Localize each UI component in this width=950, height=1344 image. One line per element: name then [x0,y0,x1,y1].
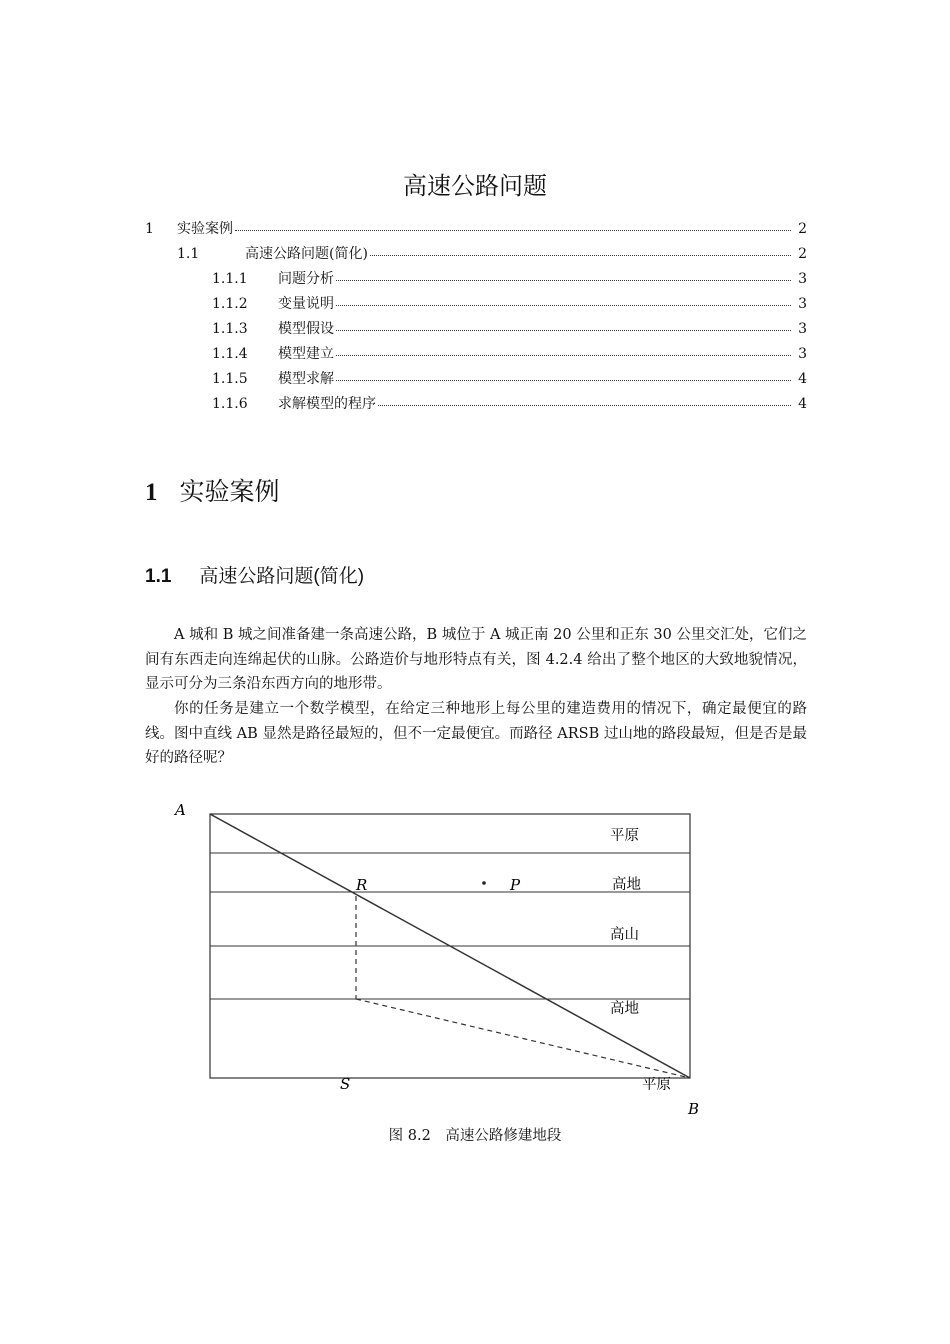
toc-entry[interactable] [212,318,807,338]
band-label: 高山 [610,927,639,943]
toc-page: 3 [798,271,807,287]
band-label: 平原 [642,1077,671,1093]
toc-entry[interactable] [177,243,807,263]
toc-number: 1.1.3 [212,321,248,337]
toc-label: 实验案例 [177,221,233,237]
toc-entry[interactable] [145,218,807,238]
toc-page: 3 [798,321,807,337]
subsection-heading [145,561,364,588]
document-title: 高速公路问题 [403,172,547,200]
paragraph: 你的任务是建立一个数学模型，在给定三种地形上每公里的建造费用的情况下，确定最便宜的路线。图中直线 AB 显然是路径最短的，但不一定最便宜。而路径 ARSB 过山地的路段最短，但是否是最好的路径呢？ [145,701,807,766]
toc-entry[interactable] [212,368,807,388]
band-label: 高地 [612,877,641,893]
route-segment-sb [356,999,690,1078]
subsection-number: 1.1 [145,566,172,587]
band-label: 平原 [610,828,639,844]
toc-number: 1.1.1 [212,271,248,287]
toc-entry[interactable] [212,268,807,288]
toc-page: 2 [798,246,807,262]
toc-entry[interactable] [212,343,807,363]
point-p-marker [482,881,486,885]
toc-number: 1.1 [177,246,200,262]
figure-caption: 图 8.2 高速公路修建地段 [388,1128,562,1144]
toc-leader [336,279,791,281]
toc-number: 1.1.5 [212,371,248,387]
toc-leader [336,304,791,306]
toc-leader [336,379,791,381]
toc-page: 4 [798,371,807,387]
toc-label: 求解模型的程序 [278,396,376,412]
label-s: S [340,1075,351,1093]
label-r: R [356,876,368,894]
toc-leader [235,229,791,231]
toc-number: 1.1.2 [212,296,248,312]
toc-label: 模型求解 [278,371,334,387]
toc-page: 4 [798,396,807,412]
toc-label: 模型建立 [278,346,334,362]
band-label: 高地 [610,1001,639,1017]
subsection-title: 高速公路问题(简化) [199,566,365,587]
toc-entry[interactable] [212,293,807,313]
toc-leader [336,354,791,356]
toc-page: 3 [798,296,807,312]
toc-entry[interactable] [212,393,807,413]
terrain-figure [0,790,950,1120]
toc-number: 1 [145,221,154,237]
toc-number: 1.1.6 [212,396,248,412]
section-title: 实验案例 [179,477,280,506]
toc-label: 高速公路问题(简化) [245,246,368,262]
toc-leader [370,254,791,256]
toc-label: 问题分析 [278,271,334,287]
toc-label: 模型假设 [278,321,334,337]
section-heading [145,472,280,508]
toc-leader [336,329,791,331]
toc-leader [378,404,791,406]
section-number: 1 [145,479,158,506]
label-p: P [510,876,521,894]
toc-label: 变量说明 [278,296,334,312]
label-a: A [175,801,186,819]
toc-page: 2 [798,221,807,237]
paragraph: A 城和 B 城之间准备建一条高速公路，B 城位于 A 城正南 20 公里和正东 30 公里交汇处，它们之间有东西走向连绵起伏的山脉。公路造价与地形特点有关，图 4.2.4 给出了整个地区的大致地貌情况，显示可分为三条沿东西方向的地形带。 [145,627,807,692]
toc-page: 3 [798,346,807,362]
label-b: B [688,1100,700,1118]
toc-number: 1.1.4 [212,346,248,362]
